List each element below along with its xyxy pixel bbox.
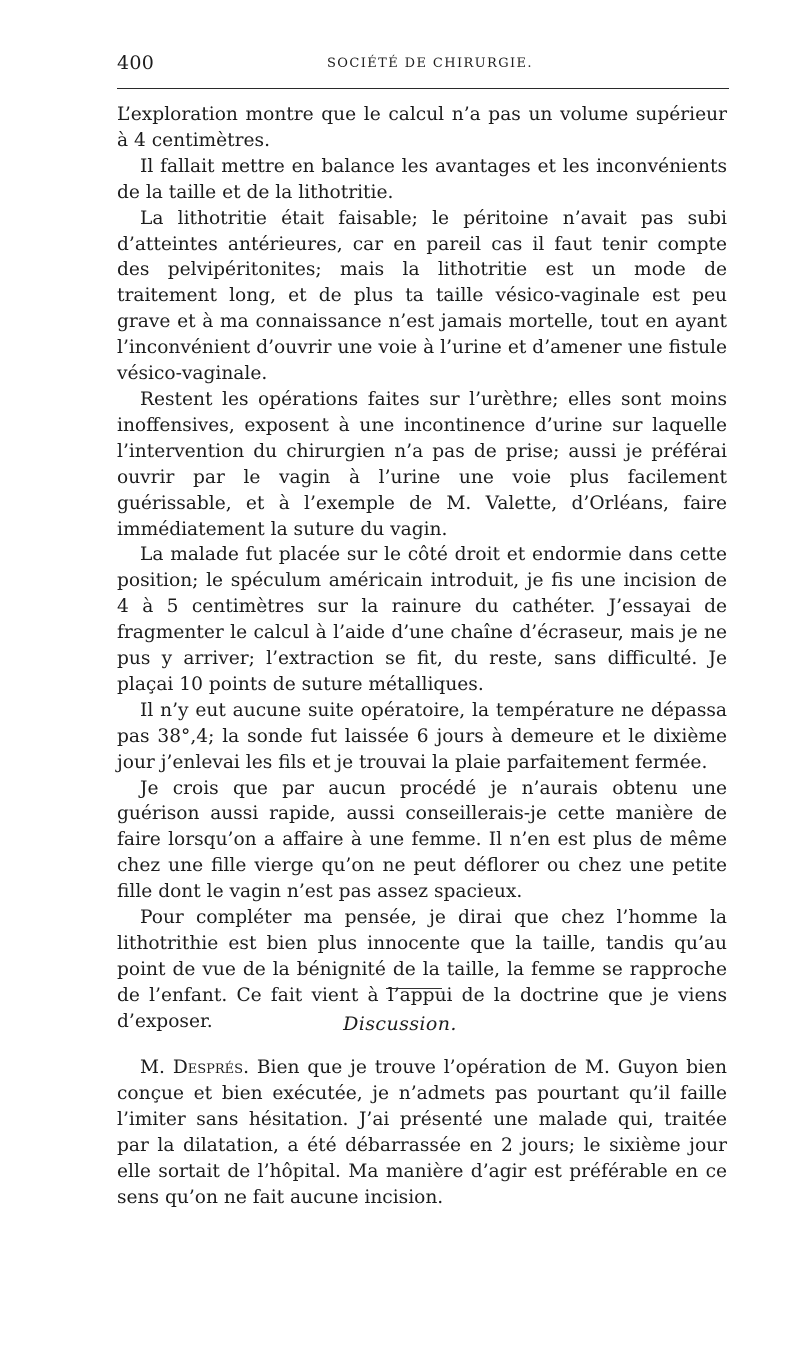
running-title: SOCIÉTÉ DE CHIRURGIE. bbox=[327, 56, 533, 71]
paragraph: Il n’y eut aucune suite opératoire, la température ne dépassa pas 38°,4; la sonde fut laissée 6 jours à demeure et le dixième jour j’enlevai les fils et je trouvai la plaie parfaitement fermée. bbox=[117, 699, 727, 773]
paragraph: Il fallait mettre en balance les avantages et les inconvénients de la taille et de la lithotritie. bbox=[117, 155, 727, 203]
page-header bbox=[117, 52, 727, 76]
main-text bbox=[117, 102, 727, 1035]
paragraph: La malade fut placée sur le côté droit et endormie dans cette position; le spéculum américain introduit, je fis une incision de 4 à 5 centimètres sur la rainure du cathéter. J’essayai de fragmenter le calcul à l’aide d’une chaîne d’écraseur, mais je ne pus y arriver; l’extraction se fit, du reste, sans difficulté. Je plaçai 10 points de suture métalliques. bbox=[117, 544, 727, 695]
discussion-body: Bien que je trouve l’opération de M. Guyon bien conçue et bien exécutée, je n’admets pas pourtant qu’il faille l’imiter sans hésitation. J’ai présenté une malade qui, traitée par la dilatation, a été débarrassée en 2 jours; le sixième jour elle sortait de l’hôpital. Ma manière d’agir est préférable en ce sens qu’on ne fait aucune incision. bbox=[117, 1057, 727, 1208]
section-divider bbox=[386, 988, 442, 989]
paragraph: Je crois que par aucun procédé je n’aurais obtenu une guérison aussi rapide, aussi conseillerais-je cette manière de faire lorsqu’on a affaire à une femme. Il n’en est plus de même chez une fille vierge qu’on ne peut déflorer ou chez une petite fille dont le vagin n’est pas assez spacieux. bbox=[117, 777, 727, 903]
paragraph: L’exploration montre que le calcul n’a pas un volume supérieur à 4 centimètres. bbox=[117, 104, 727, 151]
discussion-paragraph bbox=[117, 1055, 727, 1210]
page-number: 400 bbox=[117, 52, 155, 74]
paragraph: Pour compléter ma pensée, je dirai que chez l’homme la lithotrithie est bien plus innocente que la taille, tandis qu’au point de vue de la bénignité de la taille, la femme se rapproche de l’enfant. Ce fait vient à l’appui de la doctrine que je viens d’exposer. bbox=[117, 907, 727, 1032]
paragraph: Restent les opérations faites sur l’urèthre; elles sont moins inoffensives, exposent à une incontinence d’urine sur laquelle l’intervention du chirurgien n’a pas de prise; aussi je préférai ouvrir par le vagin à l’urine une voie plus facilement guérissable, et à l’exemple de M. Valette, d’Orléans, faire immédiatement la suture du vagin. bbox=[117, 388, 727, 540]
paragraph: La lithotritie était faisable; le péritoine n’avait pas subi d’atteintes antérieures, car en pareil cas il faut tenir compte des pelvipéritonites; mais la lithotritie est un mode de traitement long, et de plus ta taille vésico-vaginale est peu grave et à ma connaissance n’est jamais mortelle, tout en ayant l’inconvénient d’ouvrir une voie à l’urine et d’amener une fistule vésico-vaginale. bbox=[117, 207, 727, 385]
speaker-name: M. Després. bbox=[140, 1057, 249, 1078]
discussion-text bbox=[117, 1055, 727, 1210]
header-rule bbox=[117, 88, 729, 89]
section-title: Discussion. bbox=[343, 1013, 457, 1035]
